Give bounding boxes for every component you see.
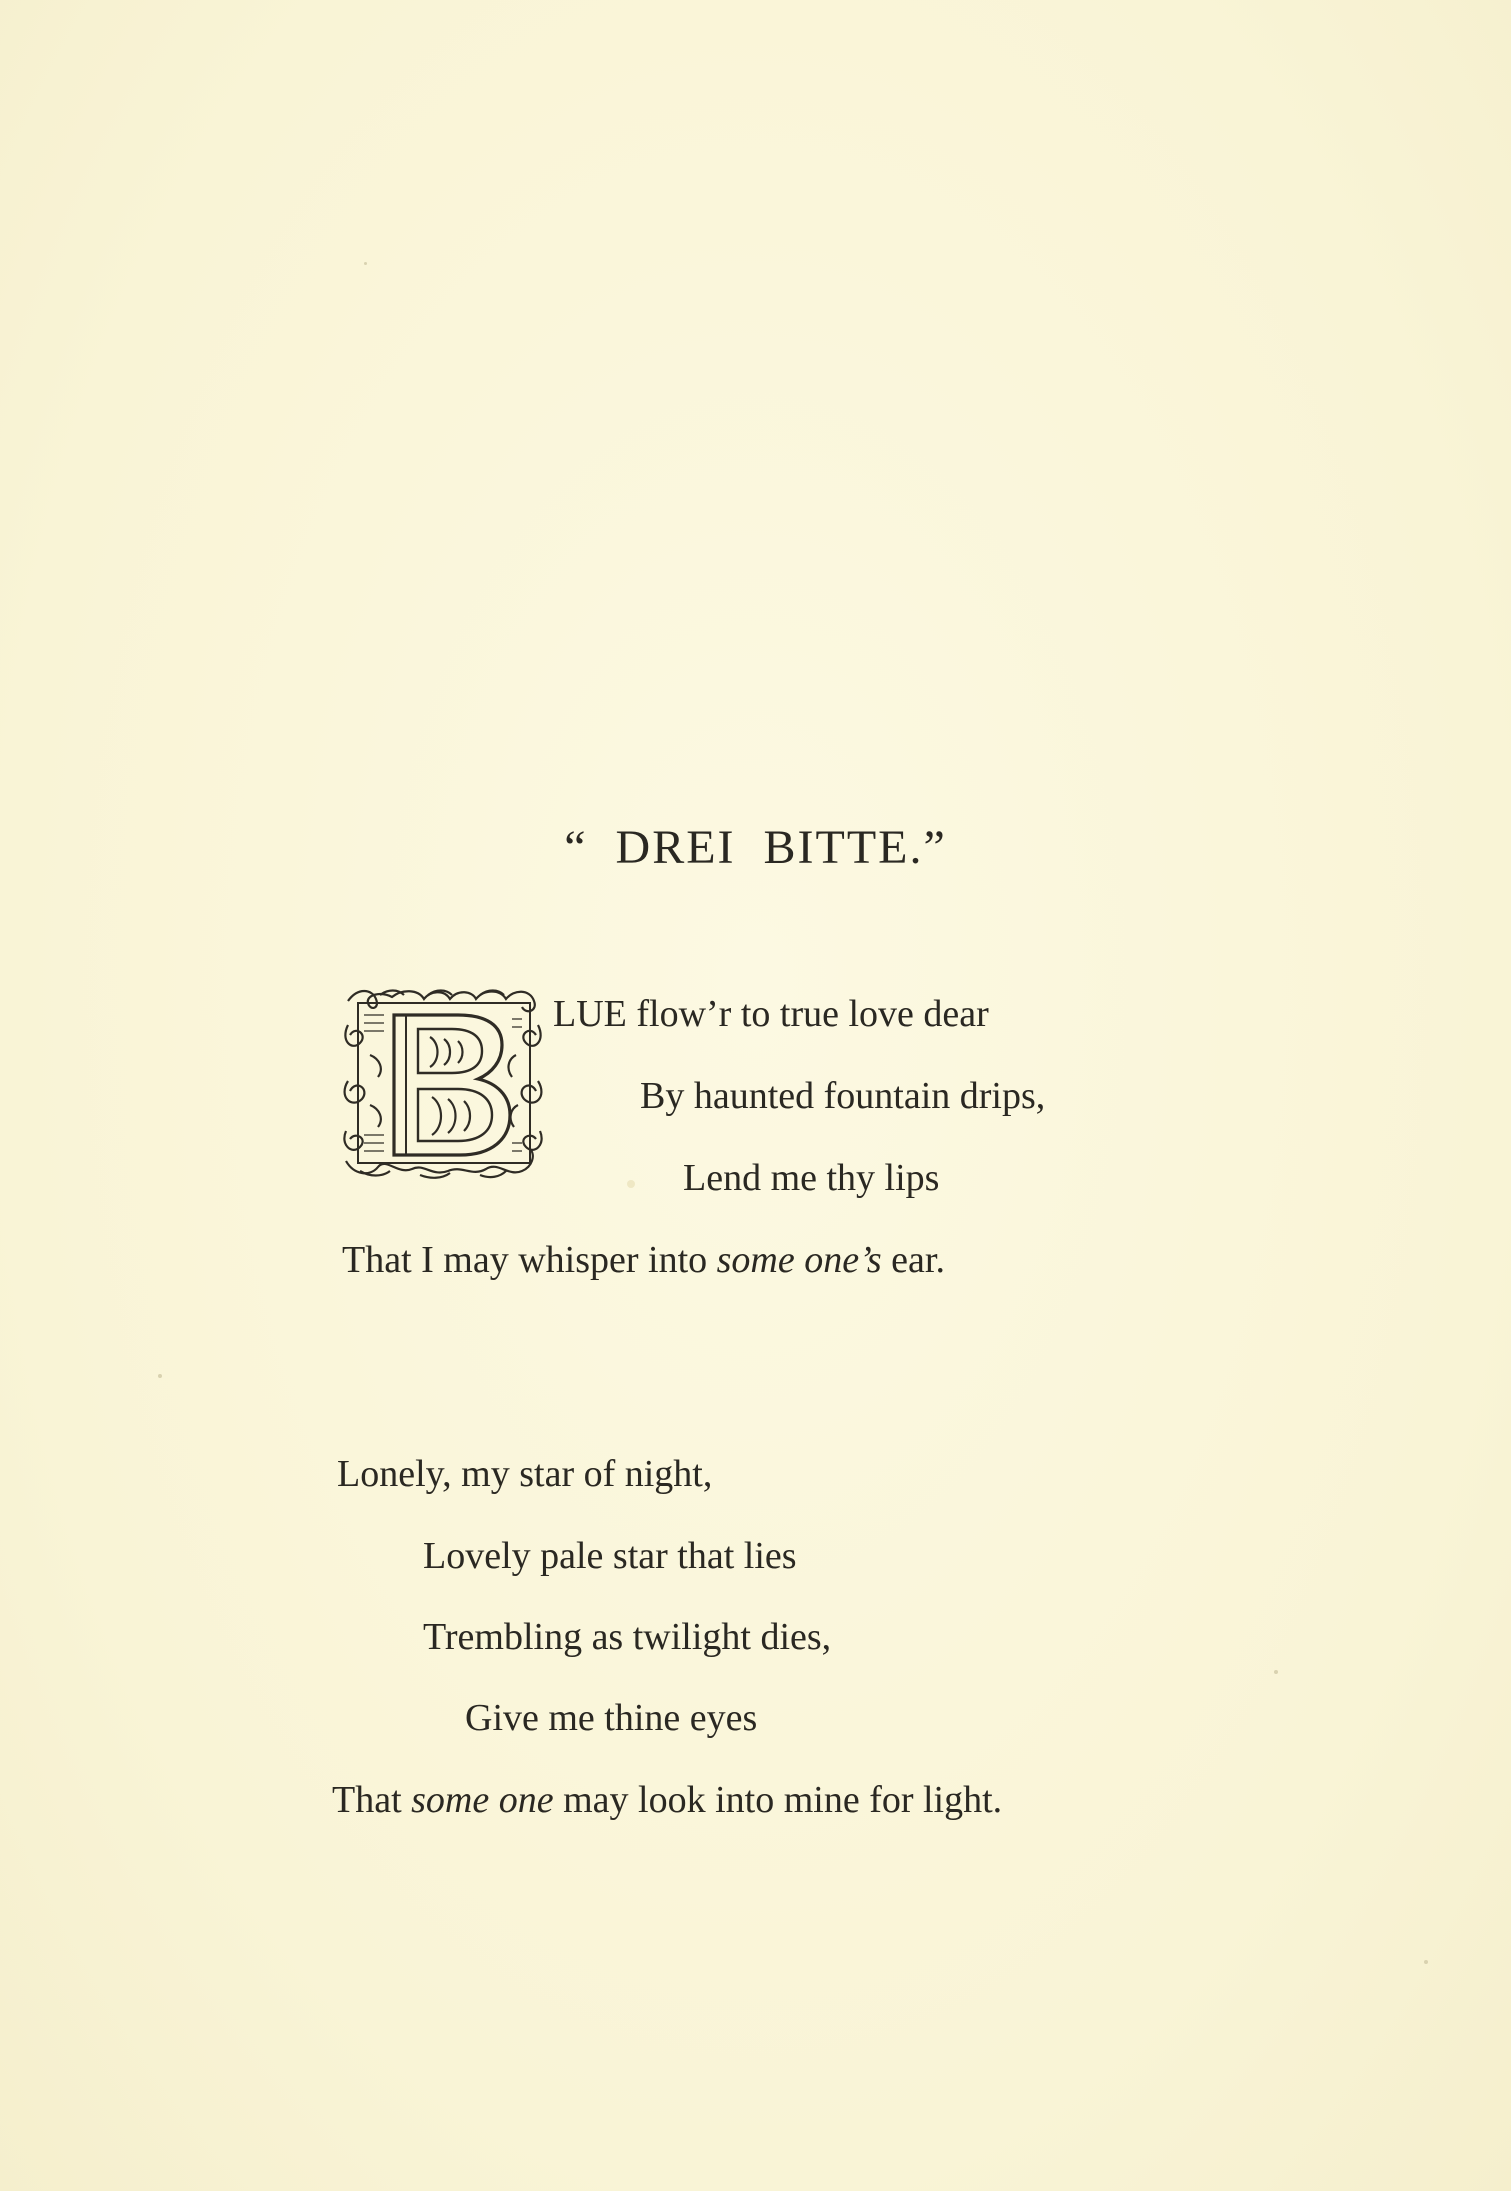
stanza2-line5: [332, 1781, 1002, 1819]
poem-title: “ DREI BITTE.”: [564, 821, 947, 874]
stanza1-line2: By haunted fountain drips,: [640, 1075, 1046, 1117]
stanza2-line5-end: may look into mine for light.: [553, 1779, 1003, 1821]
stanza1-line3: Lend me thy lips: [683, 1157, 940, 1199]
stanza1-line4-end: ear.: [881, 1239, 945, 1281]
paper-speck: [158, 1374, 162, 1378]
stanza2-line4: Give me thine eyes: [465, 1697, 758, 1739]
stanza2-line3: Trembling as twilight dies,: [423, 1616, 832, 1658]
paper-speck: [1274, 1670, 1278, 1674]
stanza1-line1: LUE flow’r to true love dear: [553, 993, 989, 1035]
stanza1-line4: [342, 1241, 945, 1279]
paper-speck: [1424, 1960, 1428, 1964]
paper-speck: [364, 262, 367, 265]
stanza2-line5-text: That: [332, 1779, 412, 1821]
stanza1-line4-italic: some one’s: [716, 1239, 882, 1281]
stanza2-line1: Lonely, my star of night,: [337, 1453, 713, 1495]
stanza2-line5-italic: some one: [411, 1779, 554, 1821]
paper-speck: [627, 1180, 635, 1188]
ornamental-dropcap-b: [340, 985, 546, 1183]
stanza1-line4-text: That I may whisper into: [342, 1239, 717, 1281]
stanza2-line2: Lovely pale star that lies: [423, 1535, 797, 1577]
